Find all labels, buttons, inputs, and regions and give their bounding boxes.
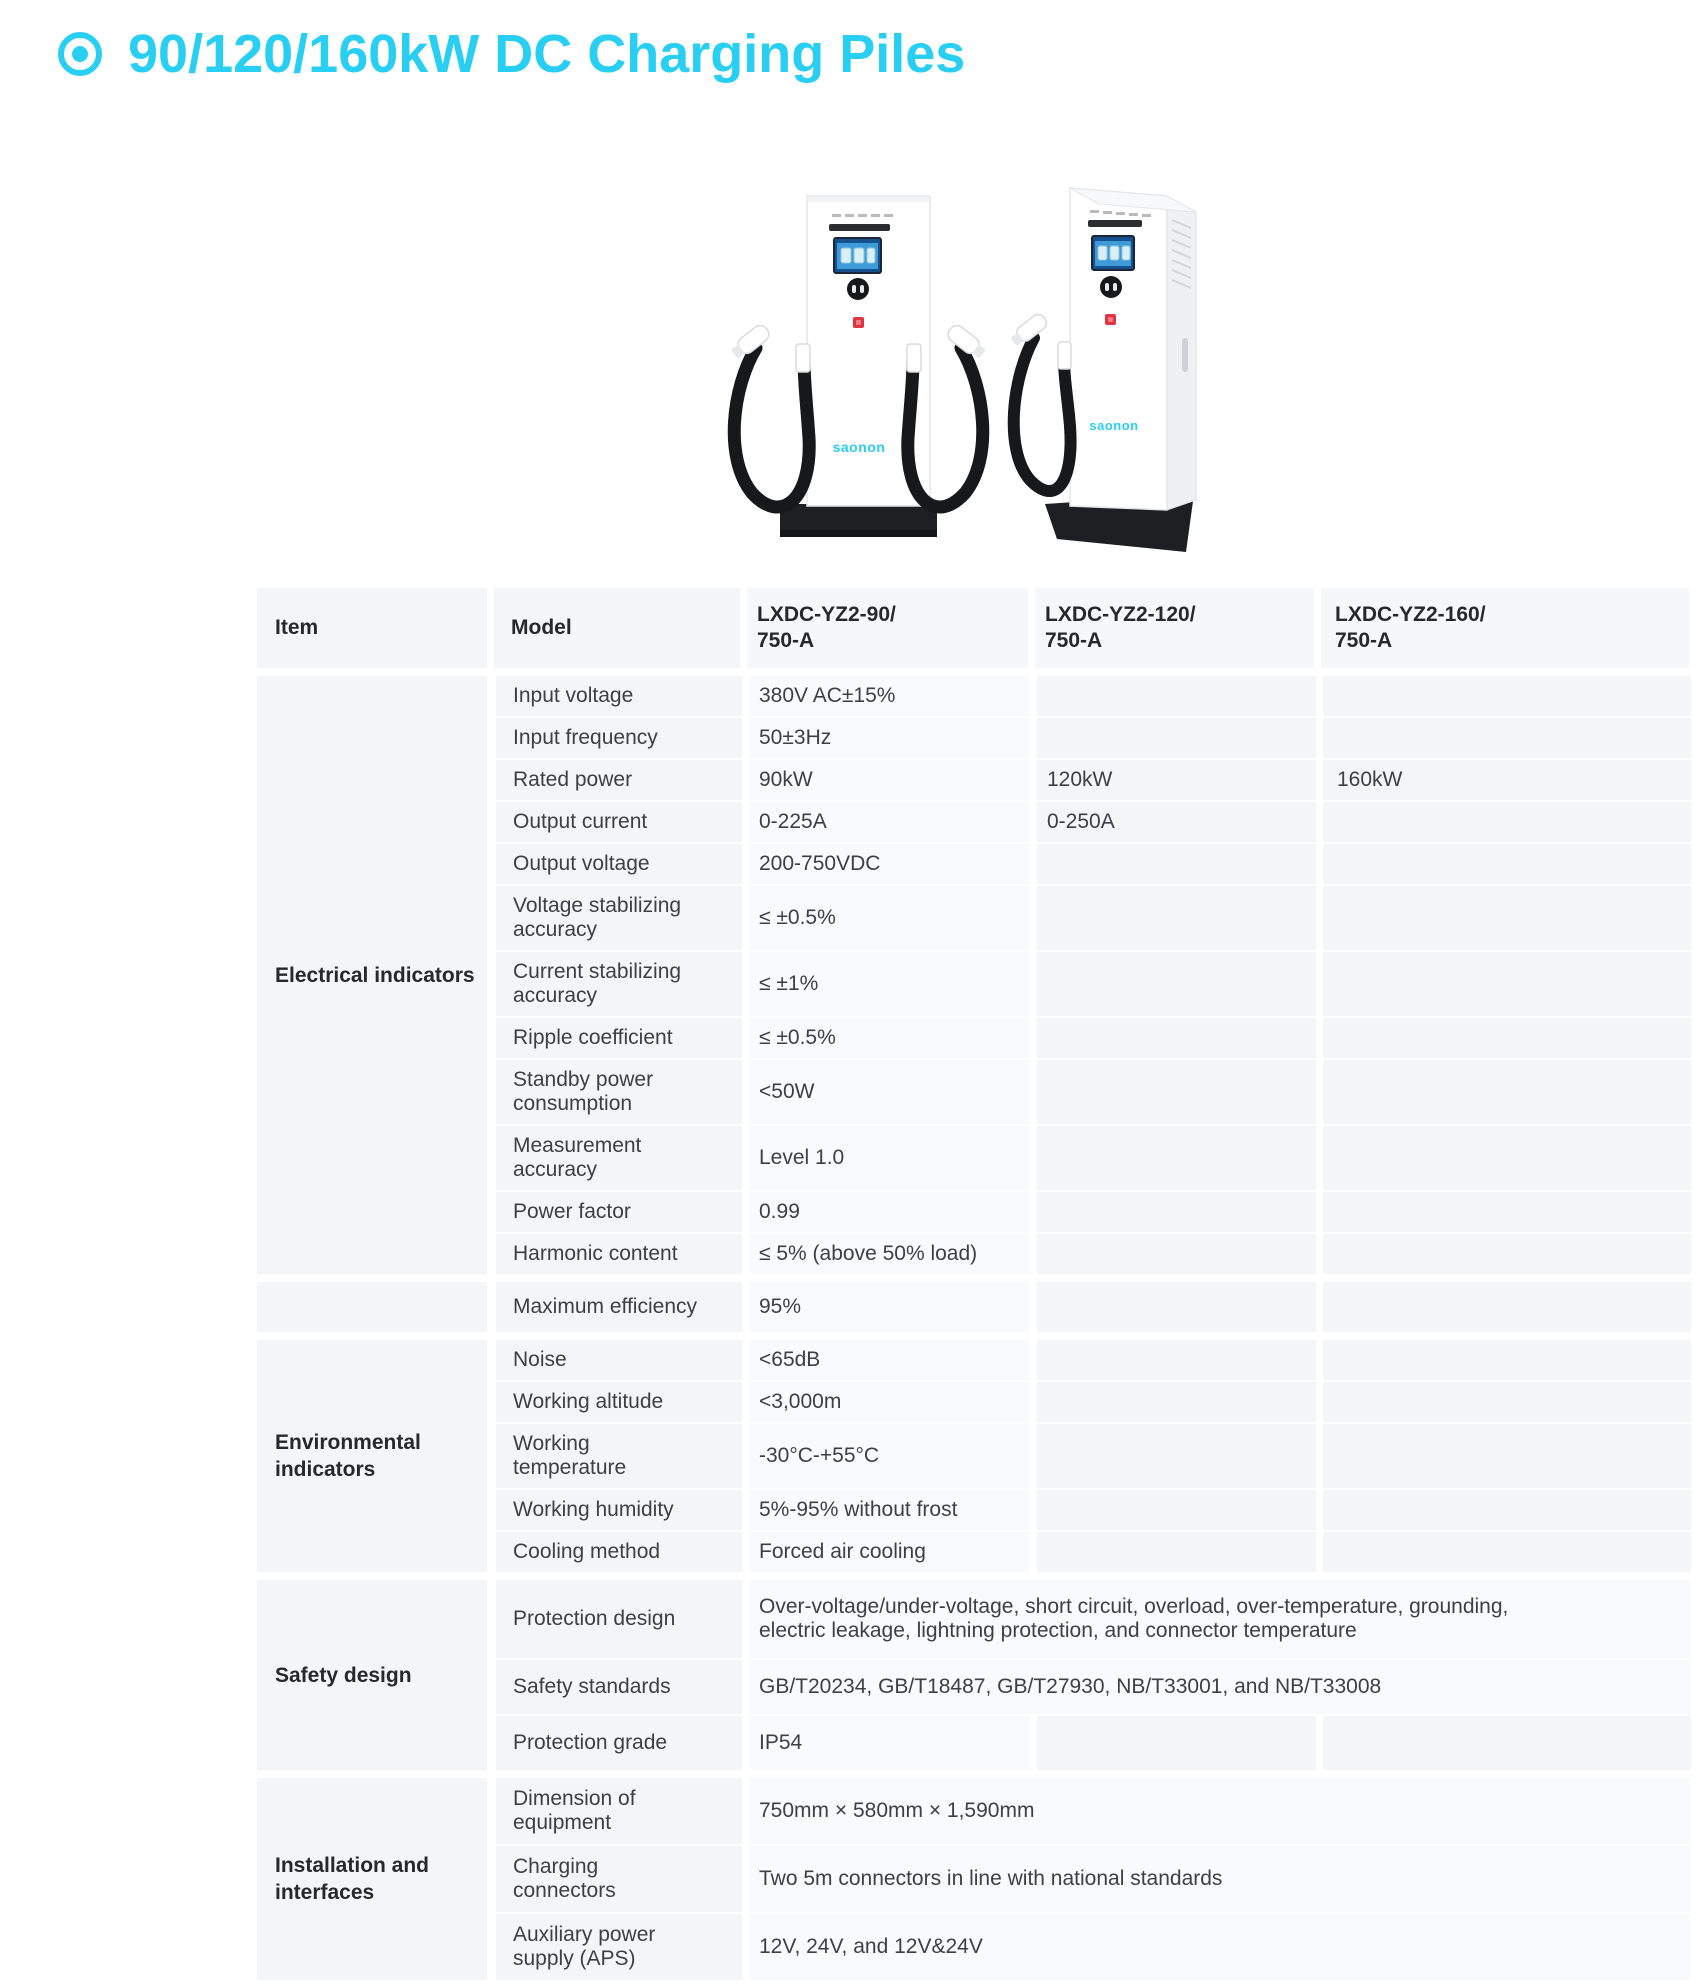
charging-pile-side-view [1009,188,1196,552]
section-label: Electrical indicators [257,676,487,1274]
table-row: Auxiliary power supply (APS) 12V, 24V, and 12V&24V [496,1914,1689,1980]
brand-logo-text-front: saonon [832,439,886,455]
table-row: Charging connectors Two 5m connectors in line with national standards [496,1846,1689,1912]
table-row: Ripple coefficient ≤ ±0.5% [496,1018,1689,1058]
table-row: Rated power 90kW 120kW 160kW [496,760,1689,800]
table-row: Protection grade IP54 [496,1716,1689,1770]
table-row: Output current 0-225A 0-250A [496,802,1689,842]
section-maximum-efficiency [257,1282,1689,1332]
title-bullet-icon [58,32,102,76]
table-row: Output voltage 200-750VDC [496,844,1689,884]
header-item: Item [257,588,487,668]
table-row: Working temperature -30°C-+55°C [496,1424,1689,1488]
section-safety-design [257,1580,1689,1770]
section-label [257,1282,487,1332]
charging-pile-front-view [729,196,988,537]
table-row: Harmonic content ≤ 5% (above 50% load) [496,1234,1689,1274]
table-row: Cooling method Forced air cooling [496,1532,1689,1572]
table-row: Protection design Over-voltage/under-voltage, short circuit, overload, over-temperature, grounding, electric leakage, lightning protection, and connector temperature [496,1580,1689,1658]
page-title: 90/120/160kW DC Charging Piles [128,24,966,84]
table-row: Standby power consumption <50W [496,1060,1689,1124]
table-row: Current stabilizing accuracy ≤ ±1% [496,952,1689,1016]
header-model-120: LXDC-YZ2-120/ 750-A [1035,588,1314,668]
table-row: Noise <65dB [496,1340,1689,1380]
table-row: Power factor 0.99 [496,1192,1689,1232]
table-row: Dimension of equipment 750mm × 580mm × 1,590mm [496,1778,1689,1844]
table-row: Working altitude <3,000m [496,1382,1689,1422]
section-environmental-indicators [257,1340,1689,1572]
table-row: Working humidity 5%-95% without frost [496,1490,1689,1530]
table-row: Input frequency 50±3Hz [496,718,1689,758]
section-label: Environmental indicators [257,1340,487,1572]
section-label: Installation and interfaces [257,1778,487,1980]
brand-logo-text-side: saonon [1089,418,1139,433]
charging-piles-illustration [712,158,1208,564]
header-model: Model [494,588,740,668]
table-row: Voltage stabilizing accuracy ≤ ±0.5% [496,886,1689,950]
header-model-160: LXDC-YZ2-160/ 750-A [1321,588,1689,668]
charging-piles-svg [712,158,1208,564]
section-installation-interfaces [257,1778,1689,1980]
table-row: Measurement accuracy Level 1.0 [496,1126,1689,1190]
section-label: Safety design [257,1580,487,1770]
page-header [58,22,965,86]
table-row: Safety standards GB/T20234, GB/T18487, GB/T27930, NB/T33001, and NB/T33008 [496,1660,1689,1714]
spec-table [257,588,1689,1988]
table-row: Maximum efficiency 95% [496,1282,1689,1332]
spec-table-header [257,588,1689,668]
header-model-90: LXDC-YZ2-90/ 750-A [747,588,1028,668]
table-row: Input voltage 380V AC±15% [496,676,1689,716]
section-electrical-indicators [257,676,1689,1274]
